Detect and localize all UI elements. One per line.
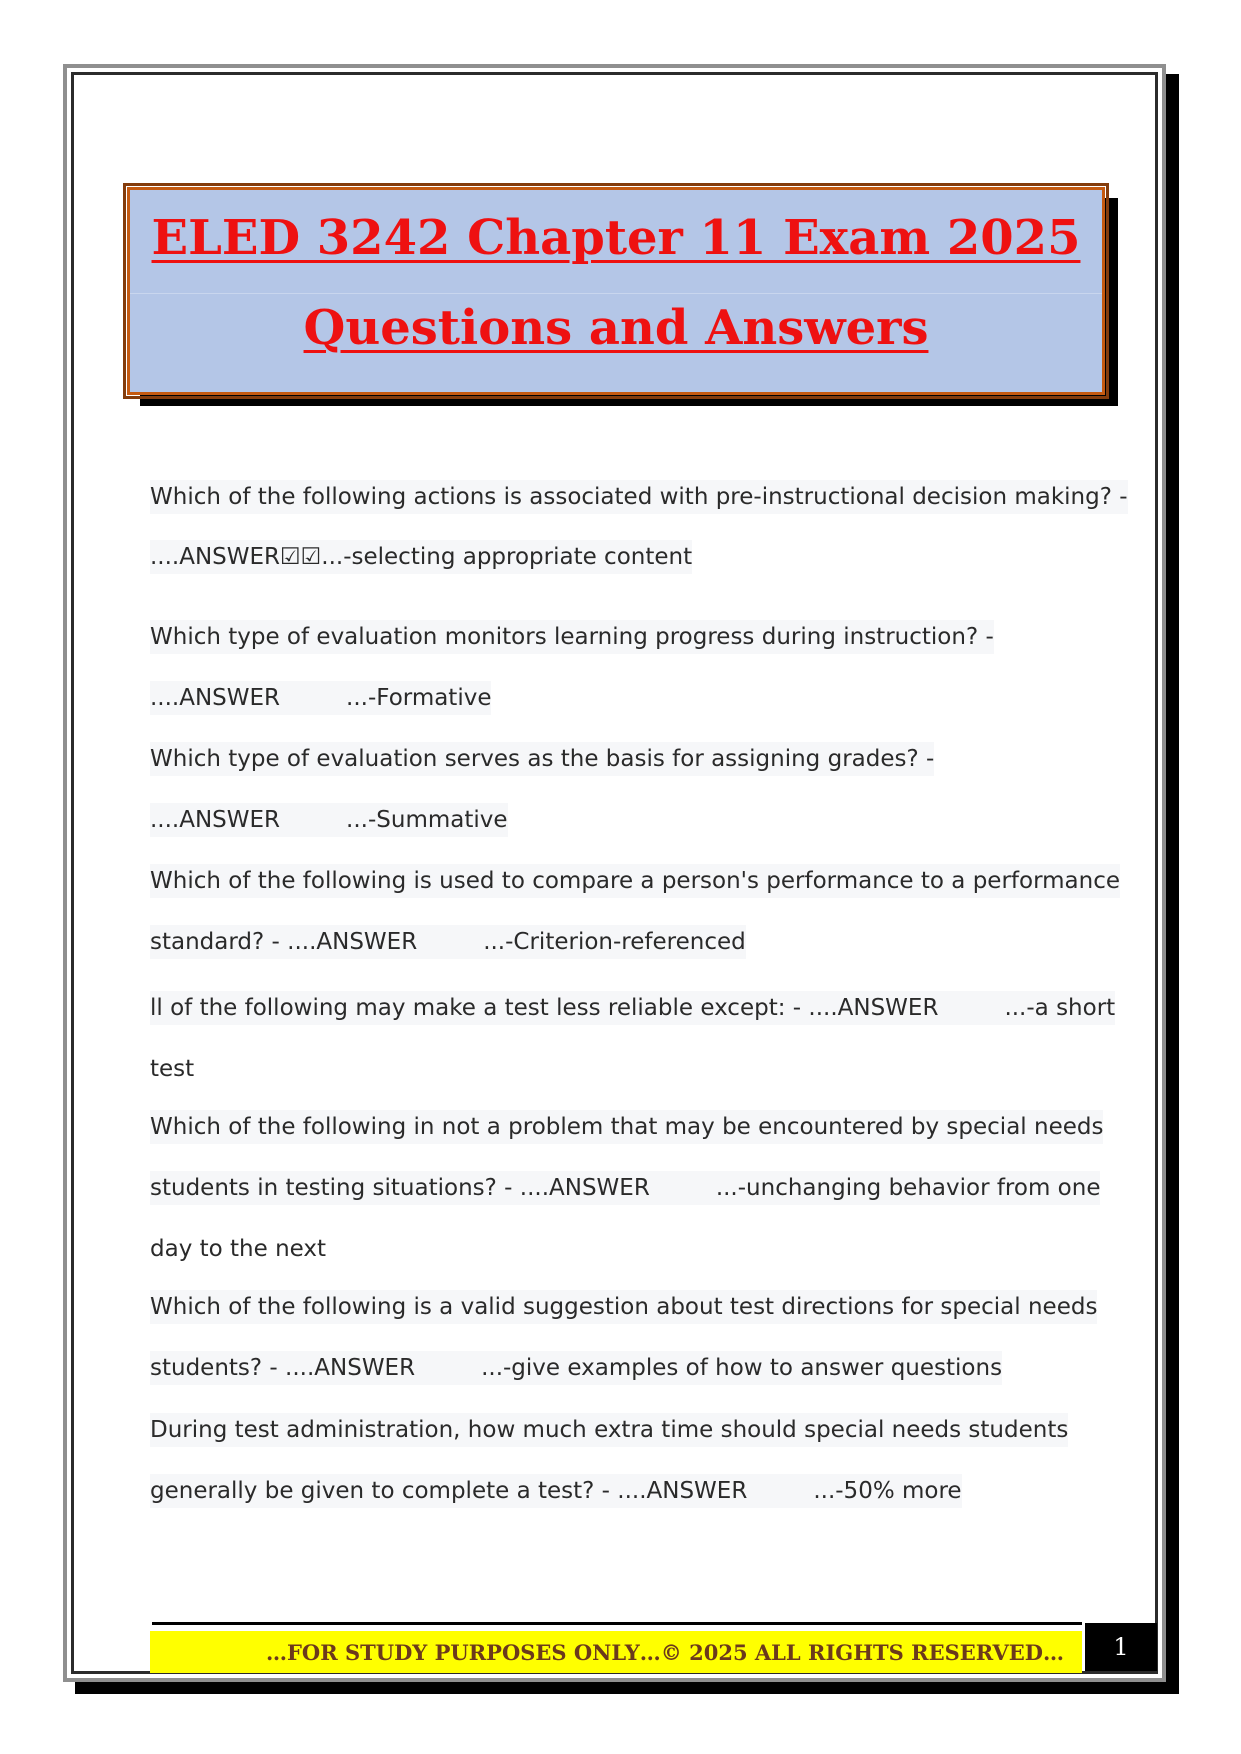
title-separator: [130, 293, 1102, 294]
qa-8-answer: [150, 1474, 962, 1508]
qa-8-question: During test administration, how much extra time should special needs students: [150, 1413, 1068, 1447]
qa-3-answer: [150, 803, 508, 837]
qa-3-question: Which type of evaluation serves as the basis for assigning grades? -: [150, 742, 934, 776]
answer-text: ...-50% more: [813, 1478, 962, 1504]
qa-7-question: Which of the following is a valid suggestion about test directions for special needs: [150, 1290, 1097, 1324]
answer-text: ...-Criterion-referenced: [483, 929, 746, 955]
qa-2-answer: [150, 681, 491, 715]
answer-marker: ....ANSWER: [150, 685, 281, 711]
answer-marker: generally be given to complete a test? - ....ANSWER: [150, 1478, 748, 1504]
footer-rule: [152, 1622, 1082, 1625]
qa-2-question: Which type of evaluation monitors learning progress during instruction? -: [150, 620, 994, 654]
answer-text: ...-unchanging behavior from one: [715, 1175, 1101, 1201]
answer-marker: students in testing situations? - ....ANSWER: [150, 1175, 650, 1201]
answer-text: ...-give examples of how to answer questions: [481, 1355, 1003, 1381]
qa-6-question: Which of the following in not a problem that may be encountered by special needs: [150, 1110, 1103, 1144]
answer-marker: ....ANSWER: [150, 807, 281, 833]
title-line-2: Questions and Answers: [303, 300, 929, 356]
answer-text: ...-Formative: [346, 685, 492, 711]
qa-6-answer-cont: day to the next: [150, 1236, 327, 1262]
qa-5-question: [150, 991, 1115, 1025]
qa-5-answer-cont: test: [150, 1056, 195, 1082]
page-number: 1: [1085, 1623, 1157, 1671]
qa-7-answer: [150, 1351, 1002, 1385]
qa-6-answer: [150, 1171, 1100, 1205]
qa-4-answer: [150, 925, 746, 959]
question-text: ll of the following may make a test less reliable except: - ....ANSWER: [150, 995, 939, 1021]
qa-1-answer: ....ANSWER☑☑...-selecting appropriate content: [150, 540, 692, 574]
qa-1-question: Which of the following actions is associated with pre-instructional decision making? -: [150, 480, 1128, 514]
answer-marker: standard? - ....ANSWER: [150, 929, 418, 955]
answer-text: ...-Summative: [346, 807, 508, 833]
title-line-1: ELED 3242 Chapter 11 Exam 2025: [151, 210, 1081, 266]
title-box: [127, 187, 1105, 395]
answer-marker: students? - ....ANSWER: [150, 1355, 416, 1381]
footer-banner: …FOR STUDY PURPOSES ONLY…© 2025 ALL RIGHTS RESERVED…: [150, 1631, 1082, 1673]
qa-4-question: Which of the following is used to compare a person's performance to a performance: [150, 864, 1120, 898]
answer-text: ...-a short: [1004, 995, 1116, 1021]
